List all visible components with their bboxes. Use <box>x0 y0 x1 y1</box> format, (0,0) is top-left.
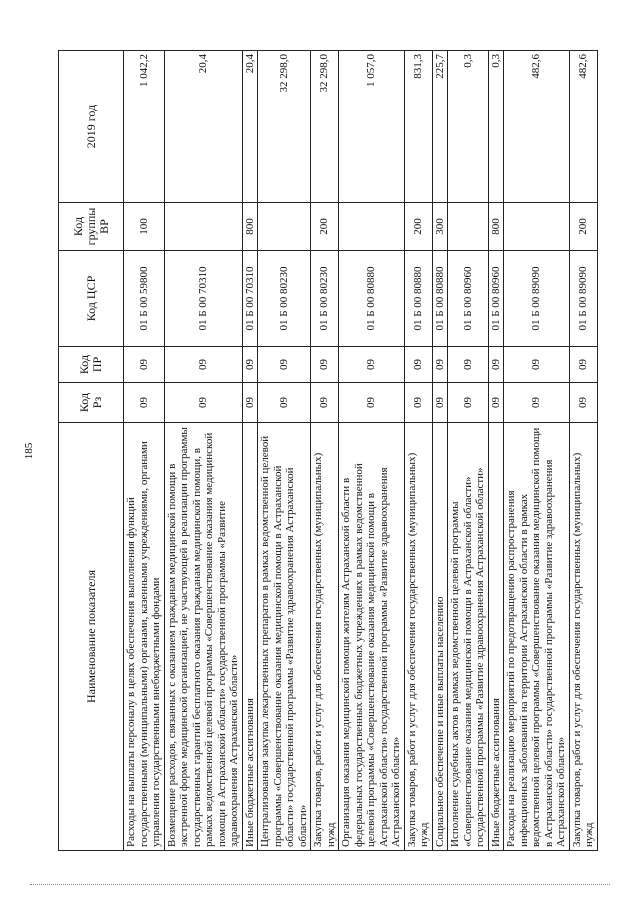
header-pr: Код ПР <box>59 347 124 383</box>
cell-rz: 09 <box>339 383 405 423</box>
cell-vr <box>339 203 405 251</box>
cell-vr <box>504 203 570 251</box>
budget-table <box>58 50 598 851</box>
cell-vr: 300 <box>432 203 448 251</box>
bottom-rule <box>30 884 610 885</box>
cell-pr: 09 <box>432 347 448 383</box>
cell-csr: 01 Б 00 80230 <box>258 251 311 347</box>
cell-pr: 09 <box>339 347 405 383</box>
cell-name: Централизованная закупка лекарственных препаратов в рамках ведомственной целевой программы «Совершенствование оказания медицинской помощи в Астраханской области» государственной программы «Развитие здравоохранения Астраханской области» <box>258 423 311 851</box>
cell-csr: 01 Б 00 80880 <box>404 251 432 347</box>
cell-rz: 09 <box>258 383 311 423</box>
cell-value: 20,4 <box>242 51 258 203</box>
cell-vr <box>448 203 489 251</box>
cell-value: 1 042,2 <box>124 51 165 203</box>
cell-pr: 09 <box>488 347 504 383</box>
cell-value: 225,7 <box>432 51 448 203</box>
table-row <box>569 51 597 851</box>
cell-name: Закупка товаров, работ и услуг для обеспечения государственных (муниципальных) нужд <box>311 423 339 851</box>
cell-vr: 200 <box>311 203 339 251</box>
header-year: 2019 год <box>59 51 124 203</box>
cell-vr: 800 <box>488 203 504 251</box>
cell-pr: 09 <box>124 347 165 383</box>
cell-rz: 09 <box>432 383 448 423</box>
cell-csr: 01 Б 00 70310 <box>242 251 258 347</box>
cell-csr: 01 Б 00 59800 <box>124 251 165 347</box>
table-row <box>448 51 489 851</box>
cell-value: 482,6 <box>504 51 570 203</box>
cell-rz: 09 <box>164 383 242 423</box>
cell-csr: 01 Б 00 80960 <box>488 251 504 347</box>
cell-value: 20,4 <box>164 51 242 203</box>
cell-name: Иные бюджетные ассигнования <box>242 423 258 851</box>
cell-value: 1 057,0 <box>339 51 405 203</box>
cell-rz: 09 <box>569 383 597 423</box>
cell-pr: 09 <box>404 347 432 383</box>
cell-name: Исполнение судебных актов в рамках ведомственной целевой программы «Совершенствование оказания медицинской помощи в Астраханской области» государственной программы «Развитие здравоохранения Астраханской области» <box>448 423 489 851</box>
cell-value: 482,6 <box>569 51 597 203</box>
table-row <box>404 51 432 851</box>
rotated-table-container <box>58 51 594 851</box>
cell-csr: 01 Б 00 89090 <box>569 251 597 347</box>
cell-name: Социальное обеспечение и иные выплаты населению <box>432 423 448 851</box>
cell-pr: 09 <box>242 347 258 383</box>
cell-vr <box>164 203 242 251</box>
cell-value: 0,3 <box>448 51 489 203</box>
cell-rz: 09 <box>404 383 432 423</box>
header-rz: Код Рз <box>59 383 124 423</box>
table-row <box>488 51 504 851</box>
table-row <box>432 51 448 851</box>
cell-csr: 01 Б 00 80880 <box>432 251 448 347</box>
cell-pr: 09 <box>164 347 242 383</box>
cell-rz: 09 <box>504 383 570 423</box>
cell-name: Расходы на выплаты персоналу в целях обеспечения выполнения функций государственными (муниципальными) органами, казенными учреждениями, органами управления государственными внебюджетными фондами <box>124 423 165 851</box>
cell-vr: 200 <box>569 203 597 251</box>
cell-vr <box>258 203 311 251</box>
header-name: Наименование показателя <box>59 423 124 851</box>
cell-name: Возмещение расходов, связанных с оказанием гражданам медицинской помощи в экстренной форме медицинской организацией, не участвующей в реализации программы государственных гарантий бесплатного оказания гражданам медицинской помощи, в рамках ведомственной целевой программы «Совершенствование оказания медицинской помощи в Астраханской области» государственной программы «Развитие здравоохранения Астраханской области» <box>164 423 242 851</box>
cell-value: 32 298,0 <box>311 51 339 203</box>
table-row <box>504 51 570 851</box>
cell-value: 0,3 <box>488 51 504 203</box>
cell-pr: 09 <box>448 347 489 383</box>
table-row <box>339 51 405 851</box>
header-csr: Код ЦСР <box>59 251 124 347</box>
table-body <box>124 51 598 851</box>
cell-name: Расходы на реализацию мероприятий по предотвращению распространения инфекционных заболеваний на территории Астраханской области в рамках ведомственной целевой программы «Совершенствование оказания медицинской помощи в Астраханской области» государственной программы «Развитие здравоохранения Астраханской области» <box>504 423 570 851</box>
cell-rz: 09 <box>311 383 339 423</box>
cell-csr: 01 Б 00 70310 <box>164 251 242 347</box>
cell-value: 831,3 <box>404 51 432 203</box>
cell-rz: 09 <box>242 383 258 423</box>
table-row <box>258 51 311 851</box>
cell-csr: 01 Б 00 89090 <box>504 251 570 347</box>
table-header-row <box>59 51 124 851</box>
table-row <box>164 51 242 851</box>
cell-csr: 01 Б 00 80880 <box>339 251 405 347</box>
cell-pr: 09 <box>569 347 597 383</box>
cell-rz: 09 <box>448 383 489 423</box>
cell-vr: 100 <box>124 203 165 251</box>
cell-csr: 01 Б 00 80230 <box>311 251 339 347</box>
cell-csr: 01 Б 00 80960 <box>448 251 489 347</box>
cell-name: Закупка товаров, работ и услуг для обеспечения государственных (муниципальных) нужд <box>404 423 432 851</box>
cell-pr: 09 <box>504 347 570 383</box>
cell-pr: 09 <box>258 347 311 383</box>
table-row <box>311 51 339 851</box>
cell-pr: 09 <box>311 347 339 383</box>
cell-value: 32 298,0 <box>258 51 311 203</box>
cell-name: Организация оказания медицинской помощи жителям Астраханской области в федеральных государственных бюджетных учреждениях в рамках ведомственной целевой программы «Совершенствование оказания медицинской помощи в Астраханской области» государственной программы «Развитие здравоохранения Астраханской области» <box>339 423 405 851</box>
cell-vr: 200 <box>404 203 432 251</box>
cell-name: Иные бюджетные ассигнования <box>488 423 504 851</box>
cell-rz: 09 <box>124 383 165 423</box>
header-vr: Код группы ВР <box>59 203 124 251</box>
page-number: 185 <box>23 442 35 460</box>
cell-vr: 800 <box>242 203 258 251</box>
cell-rz: 09 <box>488 383 504 423</box>
table-row <box>124 51 165 851</box>
table-row <box>242 51 258 851</box>
cell-name: Закупка товаров, работ и услуг для обеспечения государственных (муниципальных) нужд <box>569 423 597 851</box>
